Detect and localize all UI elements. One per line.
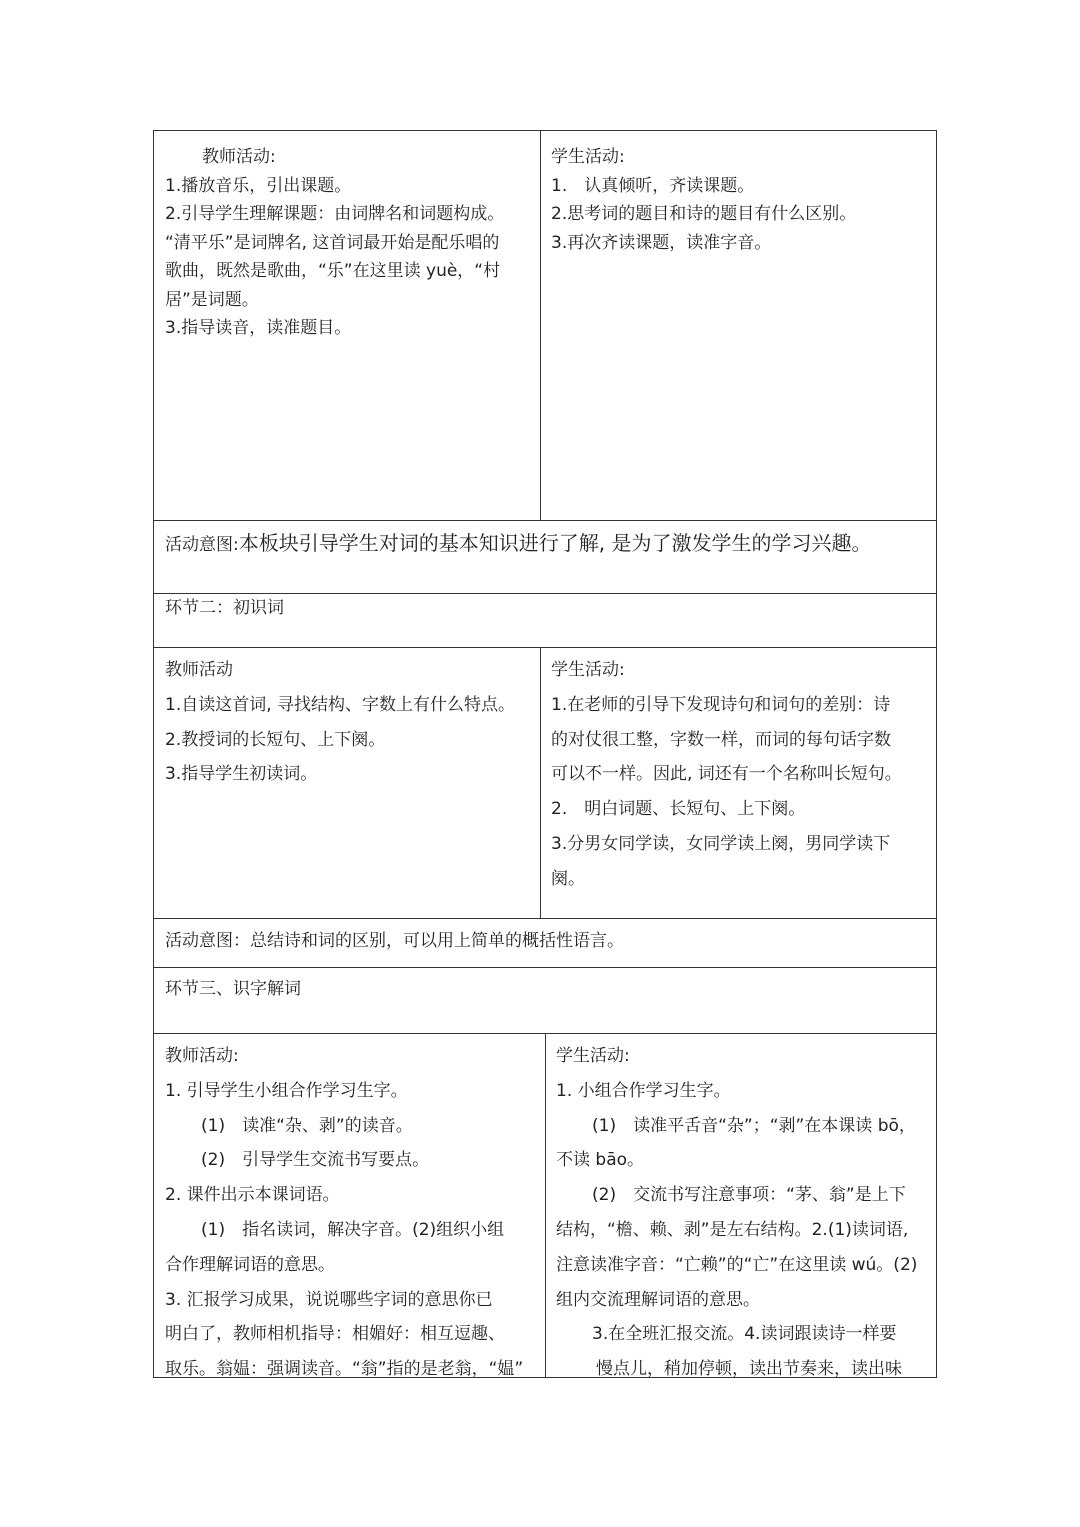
section-row-2 (154, 593, 936, 647)
column-divider (540, 648, 541, 918)
activity-intent-label: 活动意图: (165, 535, 239, 555)
lesson-plan-table (153, 130, 937, 1378)
column-divider (545, 1034, 546, 1378)
section-title: 环节二：初识词 (165, 598, 284, 618)
student-activity-line: 1. 认真倾听，齐读课题。 (551, 175, 755, 196)
teacher-activity-line: “清平乐”是词牌名, 这首词最开始是配乐唱的 (165, 232, 500, 253)
column-divider (540, 131, 541, 520)
teacher-activity-line: 2. 课件出示本课词语。 (165, 1185, 340, 1206)
student-activity-line: (2) 交流书写注意事项：“茅、翁”是上下 (592, 1185, 906, 1206)
section-title-cell-3 (165, 968, 930, 1033)
activity-intent-text: 活动意图：总结诗和词的区别，可以用上简单的概括性语言。 (165, 931, 624, 951)
teacher-activity-heading: 教师活动: (165, 1046, 239, 1066)
teacher-activity-line: 明白了，教师相机指导：相媚好：相互逗趣、 (165, 1324, 505, 1345)
teacher-activity-cell-1 (165, 131, 540, 520)
teacher-activity-line: 取乐。翁媪：强调读音。“翁”指的是老翁，“媪” (165, 1359, 524, 1378)
student-activity-cell-1 (551, 131, 931, 520)
teacher-activity-line: 歌曲，既然是歌曲，“乐”在这里读 yuè，“村 (165, 261, 501, 281)
teacher-activity-line: 1.播放音乐，引出课题。 (165, 175, 352, 196)
teacher-activity-line: 2.教授词的长短句、上下阕。 (165, 729, 386, 750)
student-activity-line: 不读 bāo。 (556, 1150, 645, 1171)
student-activity-line: 可以不一样。因此, 词还有一个名称叫长短句。 (551, 764, 902, 785)
teacher-activity-line: 1. 引导学生小组合作学习生字。 (165, 1080, 408, 1101)
student-activity-cell-2 (551, 648, 931, 918)
student-activity-line: 阕。 (551, 868, 585, 889)
teacher-activity-line: 1.自读这首词, 寻找结构、字数上有什么特点。 (165, 694, 516, 715)
student-activity-line: 3.再次齐读课题，读准字音。 (551, 232, 772, 253)
student-activity-line: 注意读准字音：“亡赖”的“亡”在这里读 wú。(2) (556, 1254, 918, 1275)
student-activity-line: 结构，“檐、赖、剥”是左右结构。2.(1)读词语, (556, 1219, 909, 1240)
student-activity-line: 1.在老师的引导下发现诗句和词句的差别：诗 (551, 694, 891, 715)
student-activity-line: 3.分男女同学读，女同学读上阕，男同学读下 (551, 833, 891, 854)
teacher-activity-line: (1) 读准“杂、剥”的读音。 (201, 1115, 413, 1136)
teacher-activity-line: (2) 引导学生交流书写要点。 (201, 1150, 430, 1171)
teacher-activity-line: 居”是词题。 (165, 289, 259, 310)
student-activity-line: 3.在全班汇报交流。4.读词跟读诗一样要 (592, 1324, 897, 1345)
activity-intent-cell-1 (165, 521, 930, 593)
teacher-activity-line: 3.指导学生初读词。 (165, 764, 318, 785)
activity-row-2 (154, 647, 936, 918)
activity-intent-text: 本板块引导学生对词的基本知识进行了解, 是为了激发学生的学习兴趣。 (238, 531, 872, 555)
student-activity-line: (1) 读准平舌音“杂”；“剥”在本课读 bō， (592, 1115, 916, 1136)
teacher-activity-heading: 教师活动 (165, 660, 233, 680)
teacher-activity-cell-3 (165, 1034, 545, 1378)
activity-intent-cell-2 (165, 919, 930, 967)
activity-row-3 (154, 1033, 936, 1378)
section-title-cell-2 (165, 594, 930, 647)
activity-row-1 (154, 131, 936, 520)
student-activity-line: 1. 小组合作学习生字。 (556, 1080, 731, 1101)
student-activity-heading: 学生活动: (556, 1046, 630, 1066)
teacher-activity-line: 3.指导读音，读准题目。 (165, 318, 352, 338)
teacher-activity-line: 合作理解词语的意思。 (165, 1254, 335, 1275)
teacher-activity-line: 2.引导学生理解课题：由词牌名和词题构成。 (165, 204, 505, 224)
student-activity-line: 慢点儿，稍加停顿，读出节奏来，读出味 (596, 1359, 902, 1378)
student-activity-line: 2. 明白词题、长短句、上下阕。 (551, 799, 806, 820)
teacher-activity-heading: 教师活动: (202, 147, 276, 167)
student-activity-line: 的对仗很工整，字数一样，而词的每句话字数 (551, 729, 891, 750)
activity-intent-row-2 (154, 918, 936, 967)
section-row-3 (154, 967, 936, 1033)
student-activity-line: 2.思考词的题目和诗的题目有什么区别。 (551, 204, 857, 224)
student-activity-heading: 学生活动: (551, 147, 625, 167)
section-title: 环节三、识字解词 (165, 979, 301, 999)
activity-intent-row-1 (154, 520, 936, 593)
student-activity-heading: 学生活动: (551, 660, 625, 680)
teacher-activity-cell-2 (165, 648, 540, 918)
teacher-activity-line: 3. 汇报学习成果，说说哪些字词的意思你已 (165, 1289, 493, 1310)
student-activity-line: 组内交流理解词语的意思。 (556, 1289, 760, 1310)
teacher-activity-line: (1) 指名读词，解决字音。(2)组织小组 (201, 1219, 505, 1240)
student-activity-cell-3 (556, 1034, 932, 1378)
